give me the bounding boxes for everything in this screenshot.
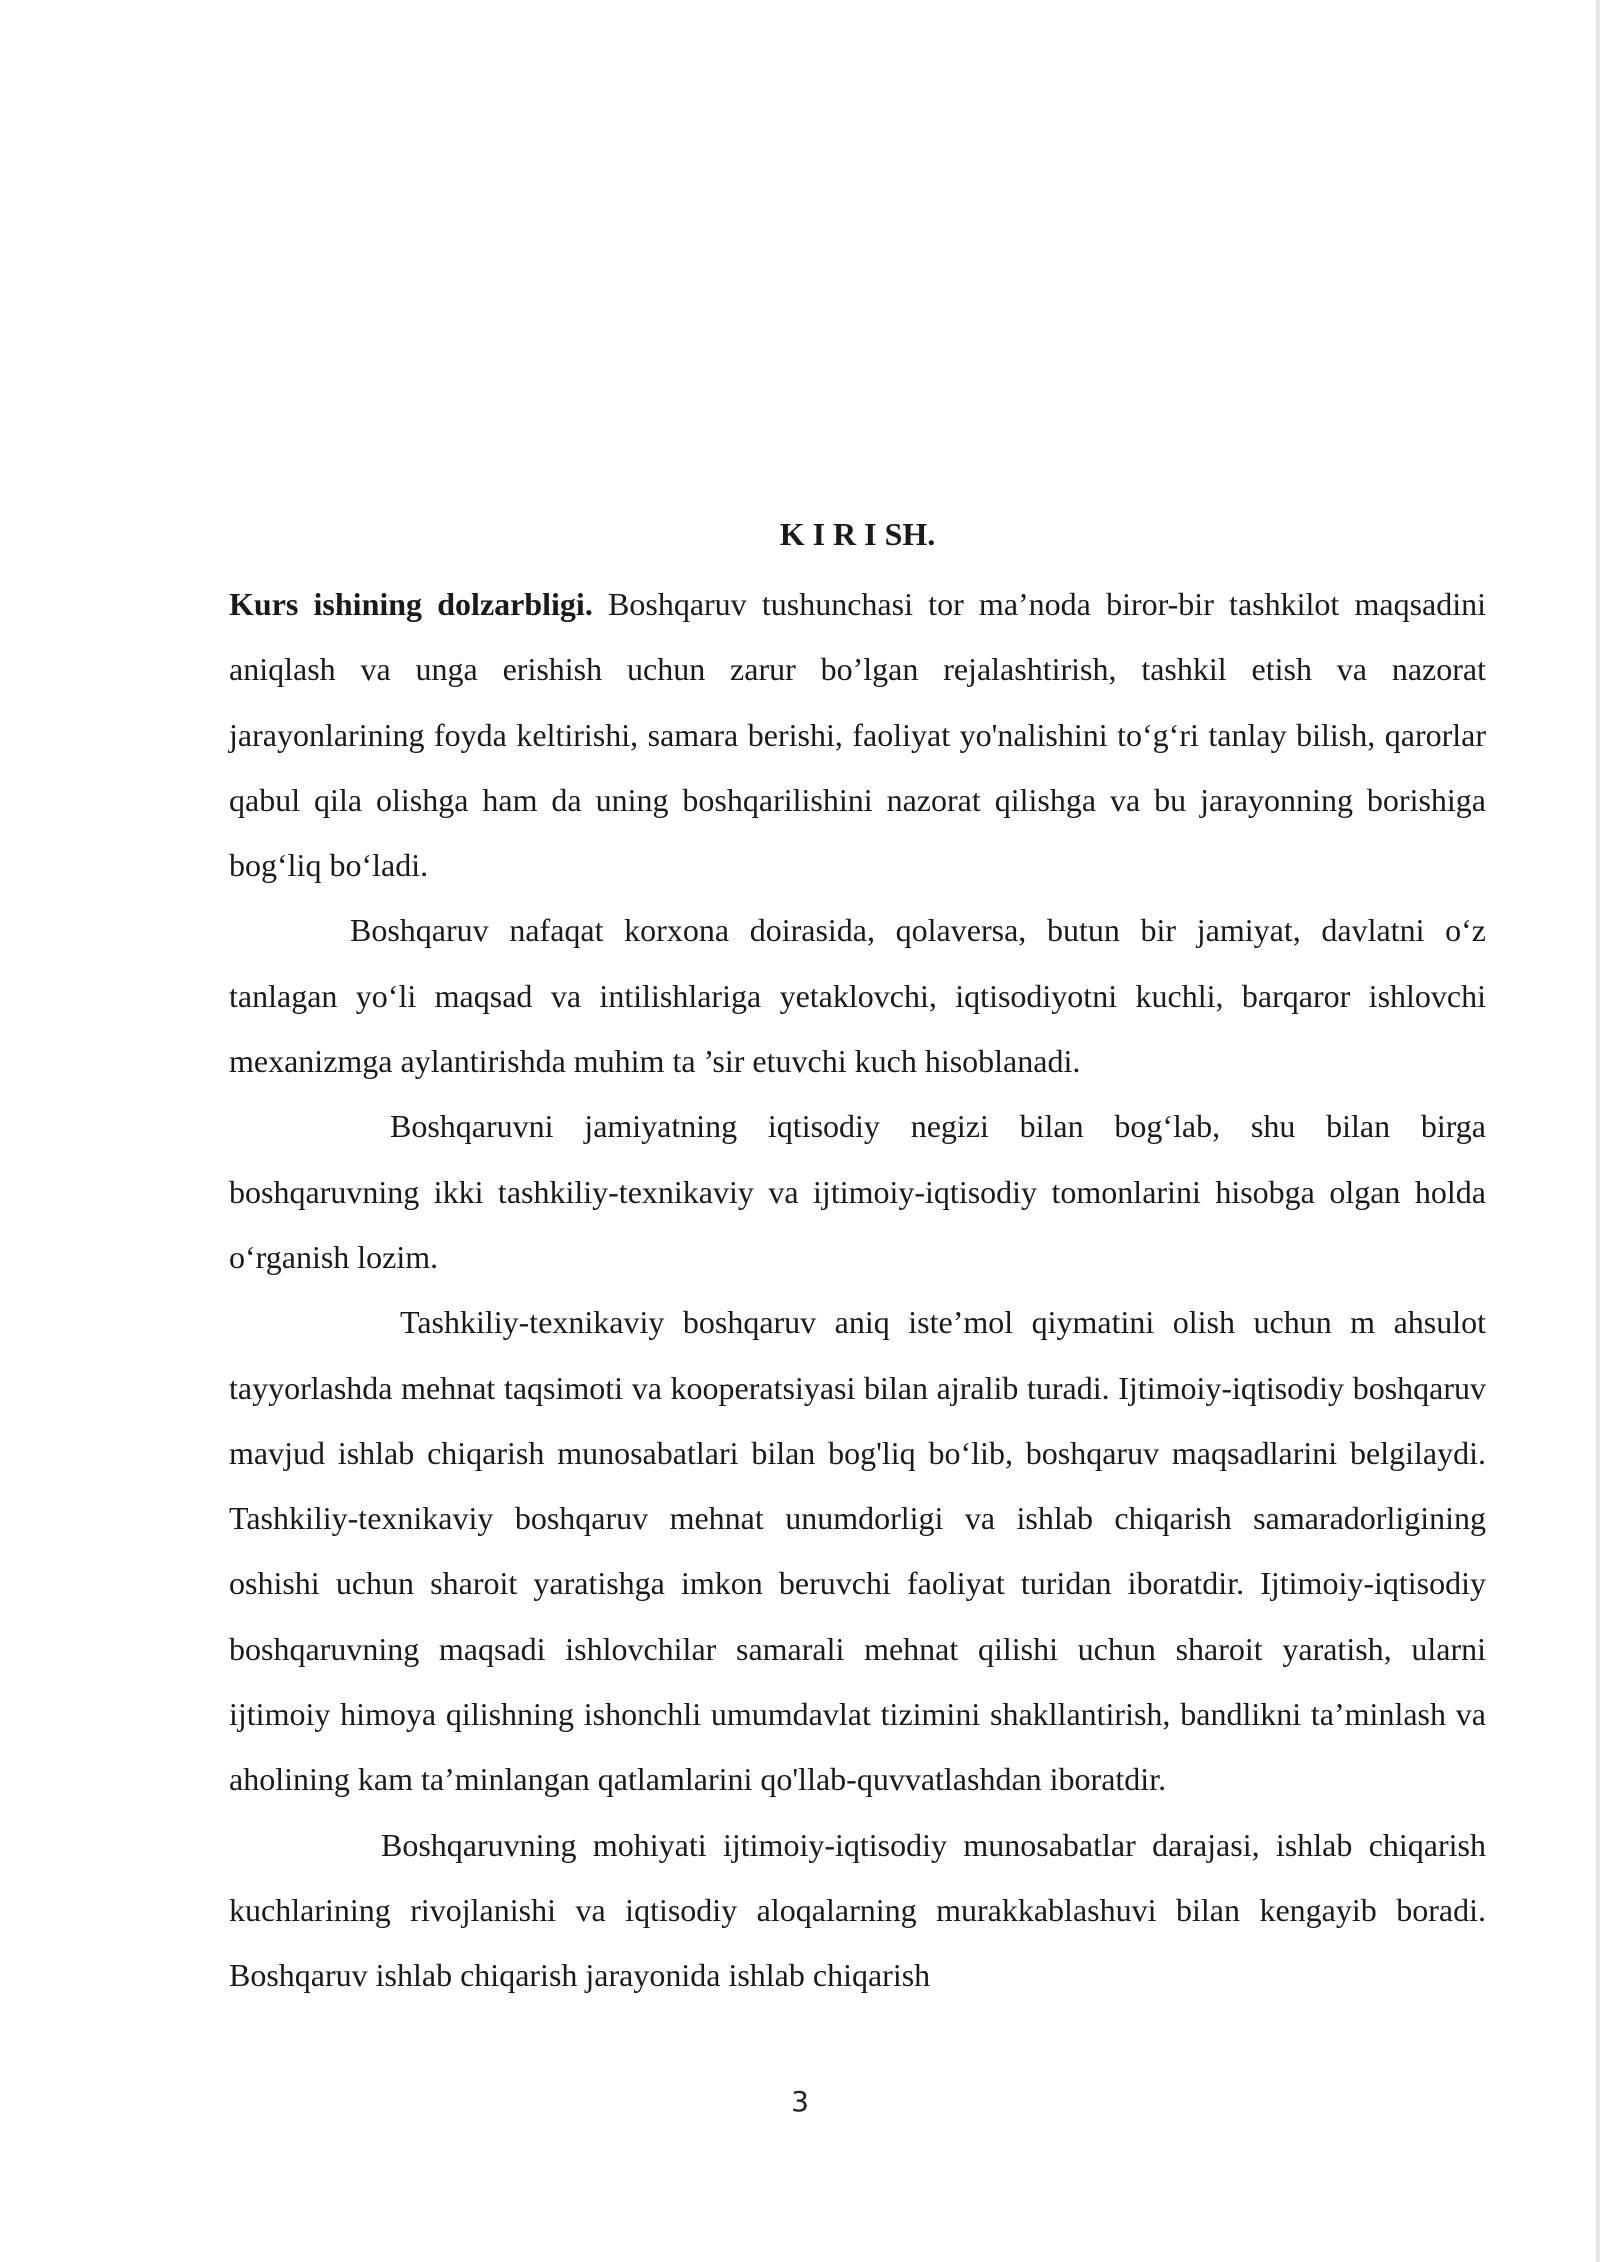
paragraph-management-types: Tashkiliy-texnikaviy boshqaruv aniq iste’mol qiymatini olish uchun m ahsulot tayyorlashda mehnat taqsimoti va kooperatsiyasi bilan ajralib turadi. Ijtimoiy-iqtisodiy boshqaruv mavjud ishlab chiqarish munosabatlari bilan bog'liq bo‘lib, boshqaruv maqsadlarini belgilaydi. Tashkiliy-texnikaviy boshqaruv mehnat unumdorligi va ishlab chiqarish samaradorligining oshishi uchun sharoit yaratishga imkon beruvchi faoliyat turidan iboratdir. Ijtimoiy-iqtisodiy boshqaruvning maqsadi ishlovchilar samarali mehnat qilishi uchun sharoit yaratish, ularni ijtimoiy himoya qilishning ishonchli umumdavlat tizimini shakllantirish, bandlikni ta’minlash va aholining kam ta’minlangan qatlamlarini qo'llab-quvvatlashdan iboratdir. [229, 1304, 1486, 1798]
paragraph-management-scope: Boshqaruv nafaqat korxona doirasida, qolaversa, butun bir jamiyat, davlatni o‘z tanlagan yo‘li maqsad va intilishlariga yetaklovchi, iqtisodiyotni kuchli, barqaror ishlovchi mexanizmga aylantirishda muhim ta ’sir etuvchi kuch hisoblanadi. [229, 912, 1486, 1080]
paragraph-economic-basis: Boshqaruvni jamiyatning iqtisodiy negizi bilan bog‘lab, shu bilan birga boshqaruvning ikki tashkiliy-texnikaviy va ijtimoiy-iqtisodiy tomonlarini hisobga olgan holda o‘rganish lozim. [229, 1108, 1486, 1275]
paragraph-management-essence: Boshqaruvning mohiyati ijtimoiy-iqtisodiy munosabatlar darajasi, ishlab chiqarish kuchlarining rivojlanishi va iqtisodiy aloqalarning murakkablashuvi bilan kengayib boradi. Boshqaruv ishlab chiqarish jarayonida ishlab chiqarish [229, 1826, 1486, 1994]
paragraph-relevance [229, 572, 1486, 898]
page-edge [1596, 0, 1600, 2262]
paragraph-text: Boshqaruv tushunchasi tor ma’noda biror-bir tashkilot maqsadini aniqlash va unga erishish uchun zarur bo’lgan rejalashtirish, tashkil etish va nazorat jarayonlarining foyda keltirishi, samara berishi, faoliyat yo'nalishini to‘g‘ri tanlay bilish, qarorlar qabul qila olishga ham da uning boshqarilishini nazorat qilishga va bu jarayonning borishiga bog‘liq bo‘ladi. [229, 586, 1487, 884]
document-body [229, 510, 1486, 2009]
document-title: K I R I SH. [779, 516, 936, 552]
page-number: 3 [791, 2085, 809, 2118]
paragraph-lead: Kurs ishining dolzarbligi. [229, 586, 593, 622]
